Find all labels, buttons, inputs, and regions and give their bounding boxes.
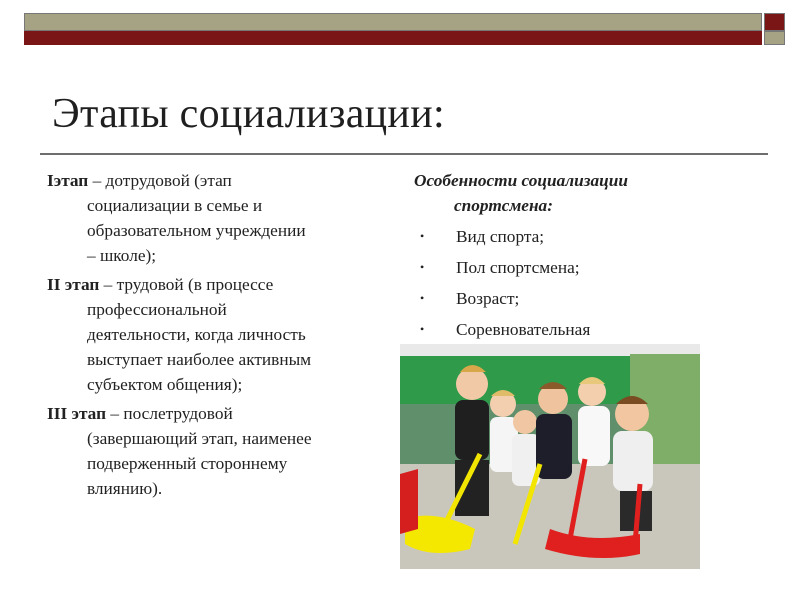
corner-square-red (764, 13, 785, 31)
stage-1-line: социализации в семье и (87, 196, 263, 215)
stage-3-line: подверженный стороннему (87, 454, 288, 473)
features-heading-line: спортсмена: (454, 196, 553, 215)
bullet-icon: • (420, 260, 425, 274)
features-heading (414, 168, 714, 218)
list-item: • Вид спорта; (414, 224, 714, 249)
stage-1 (47, 168, 392, 268)
stage-1-line: – школе); (87, 246, 157, 265)
stage-3-text: – послетрудовой (106, 404, 233, 423)
stage-2-line: профессиональной (87, 300, 227, 319)
corner-square-olive (764, 31, 785, 45)
stages-column (47, 168, 392, 505)
stage-2 (47, 272, 392, 397)
children-floorball-photo (400, 344, 700, 569)
stage-1-line: образовательном учреждении (87, 221, 306, 240)
stage-2-line: деятельности, когда личность (87, 325, 306, 344)
stage-2-label: II этап (47, 275, 100, 294)
stage-2-text: – трудовой (в процессе (99, 275, 274, 294)
header-bar-red (24, 31, 762, 45)
features-heading-line: Особенности социализации (414, 171, 628, 190)
list-item: • Возраст; (414, 286, 714, 311)
stage-3-label: III этап (47, 404, 107, 423)
bullet-icon: • (420, 229, 425, 243)
stage-2-line: выступает наиболее активным (87, 350, 312, 369)
stage-3 (47, 401, 392, 501)
bullet-icon: • (420, 291, 425, 305)
stage-1-label: Iэтап (47, 171, 89, 190)
stage-2-line: субъектом общения); (87, 375, 243, 394)
stage-1-text: – дотрудовой (этап (88, 171, 232, 190)
stage-3-line: (завершающий этап, наименее (87, 429, 312, 448)
stage-3-line: влиянию). (87, 479, 163, 498)
title-divider (40, 153, 768, 155)
bullet-icon: • (420, 322, 425, 336)
header-bar-olive (24, 13, 762, 31)
features-column (414, 168, 714, 373)
slide-title: Этапы социализации: (52, 91, 445, 137)
list-item: • Пол спортсмена; (414, 255, 714, 280)
list-item: • Соревновательная (414, 317, 714, 342)
